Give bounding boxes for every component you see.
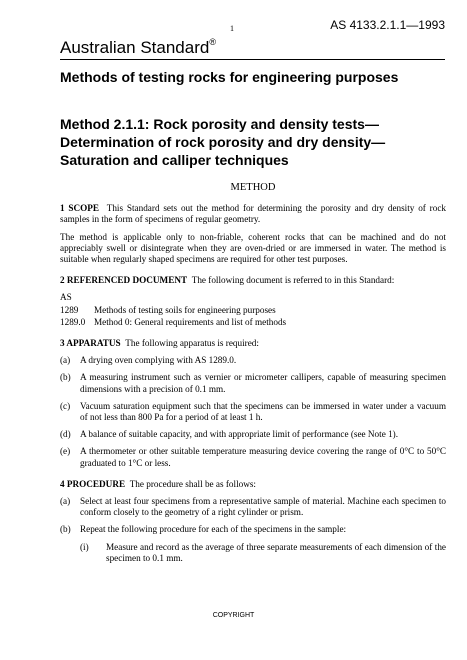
procedure-heading: 4 PROCEDURE bbox=[60, 478, 126, 489]
registered-mark: ® bbox=[209, 37, 216, 47]
referenced-title: Methods of testing soils for engineering purposes bbox=[94, 304, 276, 315]
apparatus-heading: 3 APPARATUS bbox=[60, 338, 121, 349]
procedure-subitem bbox=[80, 542, 446, 564]
item-label: (a) bbox=[60, 496, 71, 507]
item-text: A thermometer or other suitable temperature measuring device covering the range of 0°C to 50°C graduated to 1°C or less. bbox=[80, 446, 446, 468]
referenced-paragraph bbox=[60, 275, 446, 286]
procedure-item bbox=[60, 524, 446, 535]
item-label: (a) bbox=[60, 355, 71, 366]
brand-name: Australian Standard bbox=[60, 38, 210, 57]
copyright-footer: COPYRIGHT bbox=[212, 612, 255, 619]
apparatus-item bbox=[60, 355, 446, 366]
procedure-item bbox=[60, 496, 446, 518]
document-title: Methods of testing rocks for engineering purposes bbox=[60, 69, 399, 85]
referenced-title: Method 0: General requirements and list of methods bbox=[94, 316, 287, 327]
item-text: Repeat the following procedure for each of the specimens in the sample: bbox=[80, 524, 347, 535]
item-text: Vacuum saturation equipment such that the specimens can be immersed in water under a vacuum of not less than 800 Pa for a period of at least 1 h. bbox=[80, 400, 446, 423]
scope-heading: 1 SCOPE bbox=[60, 203, 100, 214]
page-number: 1 bbox=[230, 24, 234, 33]
item-label: (e) bbox=[60, 446, 71, 457]
item-label: (d) bbox=[60, 429, 71, 440]
header-rule bbox=[60, 59, 445, 60]
item-label: (c) bbox=[60, 400, 71, 411]
subitem-text: Measure and record as the average of three separate measurements of each dimension of the specimen to 0.1 mm. bbox=[106, 541, 446, 563]
procedure-paragraph bbox=[60, 479, 446, 490]
item-label: (b) bbox=[60, 524, 71, 535]
referenced-prefix: AS bbox=[60, 292, 72, 303]
standard-number: AS 4133.2.1.1—1993 bbox=[330, 18, 445, 32]
item-text: A drying oven complying with AS 1289.0. bbox=[80, 355, 237, 366]
item-label: (b) bbox=[60, 372, 71, 383]
method-title: Method 2.1.1: Rock porosity and density tests—Determination of rock porosity and dry density—Saturation and calliper techniques bbox=[60, 116, 386, 168]
scope-paragraph-2: The method is applicable only to non-friable, coherent rocks that can be machined and do not appreciably swell or disintegrate when they are oven-dried or are immersed in water. The method is suitable when regularly shaped specimens are required for other test purposes. bbox=[60, 231, 446, 265]
referenced-code: 1289.0 bbox=[60, 316, 86, 327]
referenced-heading: 2 REFERENCED DOCUMENT bbox=[60, 275, 188, 286]
item-text: A measuring instrument such as vernier or micrometer callipers, capable of measuring specimen dimensions with a precision of 0.1 mm. bbox=[80, 372, 446, 394]
apparatus-item bbox=[60, 446, 446, 468]
apparatus-item bbox=[60, 372, 446, 394]
referenced-row bbox=[60, 317, 446, 328]
apparatus-paragraph bbox=[60, 338, 446, 349]
scope-paragraph bbox=[60, 203, 446, 225]
referenced-code: 1289 bbox=[60, 304, 79, 315]
document-body bbox=[60, 182, 446, 570]
method-heading: METHOD bbox=[230, 182, 276, 193]
brand-title bbox=[60, 38, 216, 58]
procedure-text: The procedure shall be as follows: bbox=[129, 478, 256, 489]
scope-text: This Standard sets out the method for determining the porosity and dry density of rock samples in the form of specimens of regular geometry. bbox=[60, 203, 447, 225]
referenced-text: The following document is referred to in this Standard: bbox=[191, 275, 395, 286]
item-text: Select at least four specimens from a representative sample of material. Machine each specimen to conform closely to the geometry of a right cylinder or prism. bbox=[80, 496, 446, 518]
apparatus-item bbox=[60, 429, 446, 440]
referenced-row bbox=[60, 305, 446, 316]
apparatus-item bbox=[60, 401, 446, 423]
apparatus-text: The following apparatus is required: bbox=[125, 338, 259, 349]
item-text: A balance of suitable capacity, and with appropriate limit of performance (see Note 1). bbox=[80, 429, 399, 440]
subitem-label: (i) bbox=[80, 541, 89, 552]
